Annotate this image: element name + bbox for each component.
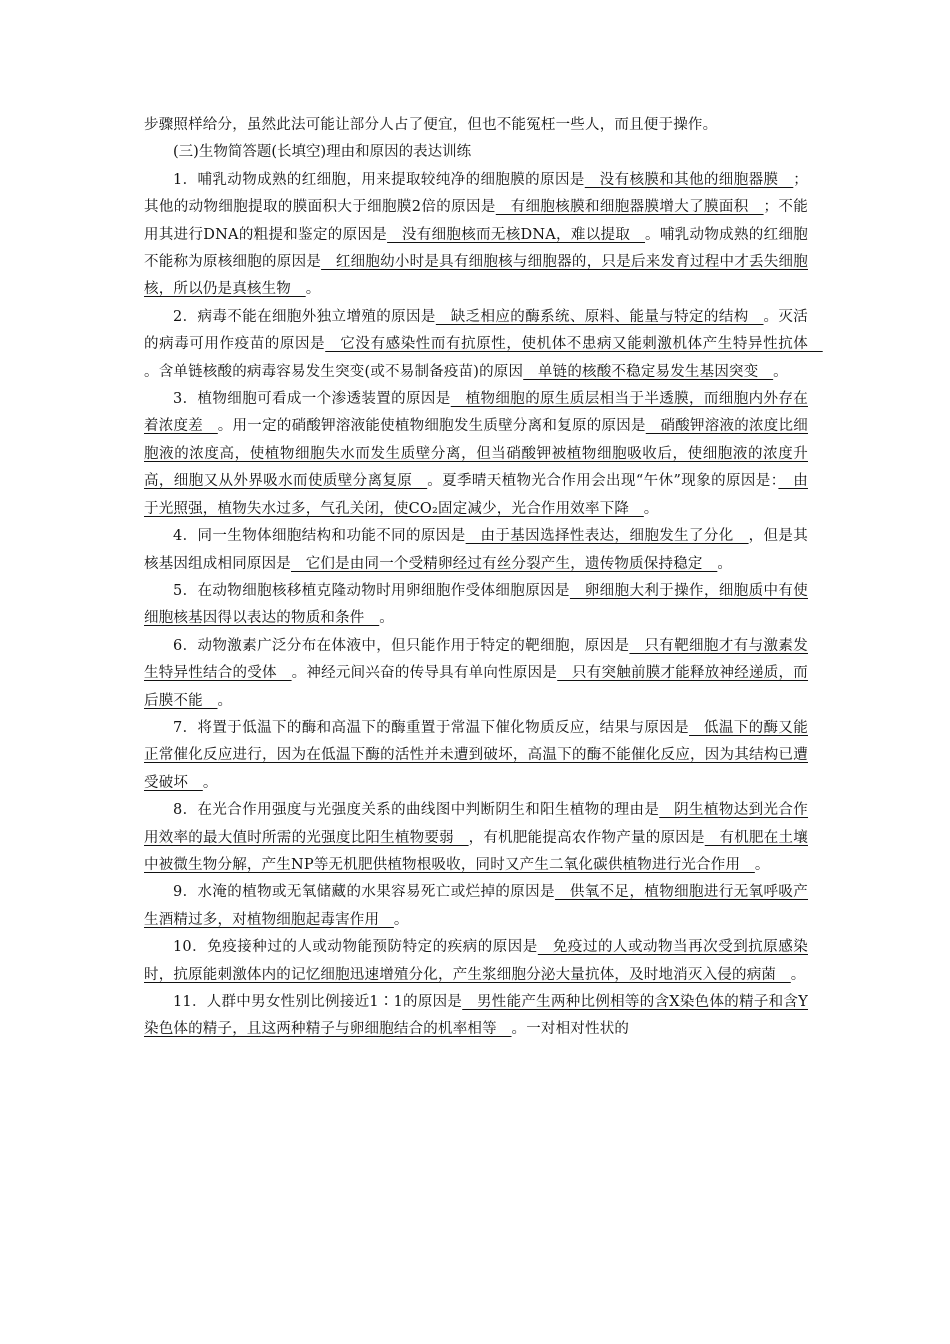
- answer-blank: 没有核膜和其他的细胞器膜: [584, 171, 794, 188]
- question-text: 11．人群中男女性别比例接近1∶1的原因是: [173, 994, 463, 1010]
- question-item: [144, 879, 808, 934]
- answer-blank: 有机肥在土壤中被微生物分解，产生NP等无机肥供植物根吸收，同时又产生二氧化碳供植物进行光合作用: [144, 829, 808, 873]
- question-text: 。: [379, 610, 394, 627]
- question-text: 。: [305, 281, 321, 298]
- question-item: [144, 715, 808, 797]
- document-page: [144, 112, 823, 1044]
- intro-paragraph: 步骤照样给分，虽然此法可能让部分人占了便宜，但也不能冤枉一些人，而且便于操作。: [144, 117, 718, 133]
- question-text: 。: [754, 856, 770, 873]
- question-text: 2．病毒不能在细胞外独立增殖的原因是: [173, 308, 436, 325]
- question-text: 。神经元间兴奋的传导具有单向性原因是: [291, 665, 558, 682]
- question-text: 。灭活的病毒可用作疫苗的原因是: [144, 308, 808, 353]
- answer-blank: 单链的核酸不稳定易发生基因突变: [523, 363, 774, 380]
- question-text: ；不能用其进行DNA的粗提和鉴定的原因是: [144, 199, 808, 243]
- answer-blank: 由于基因选择性表达，细胞发生了分化: [465, 528, 749, 545]
- question-text: 10．免疫接种过的人或动物能预防特定的疾病的原因是: [173, 939, 538, 956]
- question-text: 。含单链核酸的病毒容易发生突变(或不易制备疫苗)的原因: [144, 363, 524, 380]
- answer-blank: 供氧不足，植物细胞进行无氧呼吸产生酒精过多，对植物细胞起毒害作用: [144, 884, 808, 928]
- answer-blank: 红细胞幼小时是具有细胞核与细胞器的，只是后来发育过程中才丢失细胞核，所以仍是真核生物: [144, 254, 808, 298]
- answer-blank: 硝酸钾溶液的浓度比细胞液的浓度高，使植物细胞失水而发生质壁分离，但当硝酸钾被植物细胞吸收后，使细胞液的浓度升高，细胞又从外界吸水而使质壁分离复原: [144, 418, 808, 490]
- section-title: (三)生物简答题(长填空)理由和原因的表达训练: [173, 144, 472, 161]
- question-text: 5．在动物细胞核移植克隆动物时用卵细胞作受体细胞原因是: [173, 582, 570, 599]
- answer-blank: 低温下的酶又能正常催化反应进行，因为在低温下酶的活性并未遭到破坏，高温下的酶不能催化反应，因为其结构已遭受破坏: [144, 719, 808, 791]
- question-item: [144, 797, 808, 879]
- question-text: ，有机肥能提高农作物产量的原因是: [468, 829, 705, 846]
- answer-blank: 由于光照强，植物失水过多，气孔关闭，使CO₂固定减少，光合作用效率下降: [144, 473, 808, 517]
- question-item: [144, 304, 823, 386]
- question-text: 7．将置于低温下的酶和高温下的酶重置于常温下催化物质反应，结果与原因是: [173, 719, 690, 736]
- answer-blank: 它没有感染性而有抗原性，使机体不患病又能刺激机体产生特异性抗体: [325, 336, 823, 353]
- question-item: [144, 633, 808, 715]
- question-text: 4．同一生物体细胞结构和功能不同的原因是: [173, 528, 466, 545]
- question-text: 3．植物细胞可看成一个渗透装置的原因是: [173, 391, 451, 408]
- answer-blank: 阴生植物达到光合作用效率的最大值时所需的光强度比阳生植物要弱: [144, 802, 809, 846]
- question-text: 。: [393, 911, 409, 928]
- answer-blank: 男性能产生两种比例相等的含X染色体的精子和含Y染色体的精子，且这两种精子与卵细胞结合的机率相等: [144, 994, 808, 1038]
- answer-blank: 卵细胞大利于操作，细胞质中有使细胞核基因得以表达的物质和条件: [144, 582, 809, 627]
- answer-blank: 有细胞核膜和细胞器膜增大了膜面积: [495, 199, 764, 216]
- question-text: 。: [217, 692, 233, 709]
- question-text: 。: [773, 363, 788, 380]
- answer-blank: 没有细胞核而无核DNA，难以提取: [387, 226, 646, 243]
- question-text: ，但是其核基因组成相同原因是: [144, 528, 808, 572]
- question-text: 。夏季晴天植物光合作用会出现“午休”现象的原因是：: [427, 473, 779, 490]
- question-item: [144, 934, 808, 989]
- question-text: 6．动物激素广泛分布在体液中，但只能作用于特定的靶细胞，原因是: [173, 637, 630, 654]
- answer-blank: 只有突触前膜才能释放神经递质，而后膜不能: [144, 665, 809, 709]
- question-text: 。: [202, 774, 218, 791]
- question-text: 。一对相对性状的: [511, 1021, 630, 1038]
- question-text: 8．在光合作用强度与光强度关系的曲线图中判断阴生和阳生植物的理由是: [173, 802, 660, 819]
- question-item: [144, 989, 808, 1044]
- question-text: 。: [643, 500, 659, 517]
- answer-blank: 植物细胞的原生质层相当于半透膜，而细胞内外存在着浓度差: [144, 391, 808, 435]
- question-text: 9．水淹的植物或无氧储藏的水果容易死亡或烂掉的原因是: [173, 884, 555, 901]
- question-item: [144, 578, 808, 633]
- answer-blank: 缺乏相应的酶系统、原料、能量与特定的结构: [435, 308, 764, 325]
- question-text: 。哺乳动物成熟的红细胞不能称为原核细胞的原因是: [144, 226, 808, 271]
- question-item: [144, 386, 808, 523]
- question-text: 。: [790, 966, 806, 983]
- question-list: [144, 167, 823, 1044]
- question-text: 。用一定的硝酸钾溶液能使植物细胞发生质壁分离和复原的原因是: [217, 418, 646, 435]
- question-item: [144, 523, 808, 578]
- question-text: 。: [717, 555, 733, 572]
- answer-blank: 只有靶细胞才有与激素发生特异性结合的受体: [144, 637, 808, 682]
- question-text: ；其他的动物细胞提取的膜面积大于细胞膜2倍的原因是: [144, 171, 808, 216]
- answer-blank: 它们是由同一个受精卵经过有丝分裂产生，遗传物质保持稳定: [291, 555, 718, 572]
- question-text: 1．哺乳动物成熟的红细胞，用来提取较纯净的细胞膜的原因是: [173, 171, 585, 188]
- answer-blank: 免疫过的人或动物当再次受到抗原感染时，抗原能刺激体内的记忆细胞迅速增殖分化，产生浆细胞分泌大量抗体，及时地消灭入侵的病菌: [144, 939, 808, 983]
- question-item: [144, 167, 808, 304]
